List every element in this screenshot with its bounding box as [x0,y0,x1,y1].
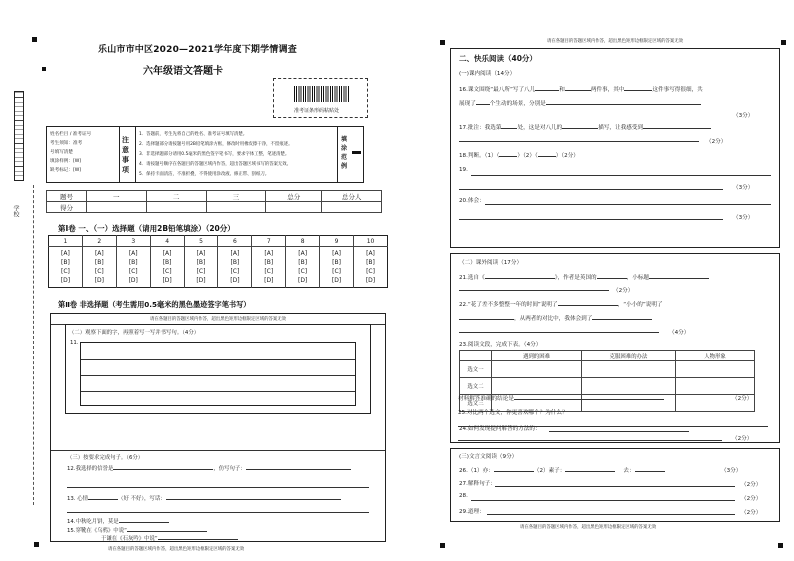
score-cell[interactable] [146,202,206,213]
sidebar-label: 学校 [12,205,19,217]
notes-divider-2 [135,127,136,182]
sub1-title: (一)课内阅读（14分） [459,71,516,77]
choice-number-1: 1 [49,236,83,247]
q13-line [67,494,341,502]
score-cell[interactable] [266,202,322,213]
q23-header-1: 遇到的困难 [492,351,582,361]
choice-options-1 [49,247,83,288]
q25-answer-line[interactable] [458,426,768,427]
q11-writing-box[interactable] [80,342,356,406]
q22-b: ，“小小的”说明了 [617,302,663,308]
choice-bubble[interactable]: [B] [196,259,206,266]
info-line-3: 号填写清楚 [50,150,73,155]
q19-label: 19. [459,167,468,173]
writing-line [81,375,355,376]
q22-line-2 [459,314,652,322]
q26-score: （3分） [721,468,742,474]
choice-options-9 [320,247,354,288]
q13-blank-2[interactable] [166,499,341,500]
writing-line [81,359,355,360]
choice-bubble[interactable]: [C] [128,268,138,275]
notes-divider [119,127,120,182]
q26-line [459,466,665,474]
sample-bubble-icon [352,151,361,154]
q27-label: 27.解释句子： [459,481,496,487]
choice-bubble[interactable]: [A] [298,250,308,257]
note-4: 4．请按题号顺序在各题目的答题区域内作答，超出答题区域书写的答案无效。 [139,162,292,167]
sub2-title: （二）课外阅读（17分） [459,260,523,266]
candidate-info [50,130,116,175]
q13-label: 13. 心情 [67,496,89,502]
q17-answer-line[interactable] [459,141,699,142]
note-5: 5．保持卡面清洁，不准折叠，不得使用涂改液、修正带、刮纸刀。 [139,172,270,177]
q14-line [67,517,169,525]
score-header-1: 一 [86,191,146,202]
note-1: 1．答题前，考生先将自己的姓名、准考证号填写清楚。 [139,132,248,137]
choice-options-6 [218,247,252,288]
q23-header-3: 人物形象 [676,351,755,361]
choice-bubble[interactable]: [D] [331,277,342,284]
q15-label-a: 15.穿靴在《乌鸦》中说“ [67,528,127,534]
q11-prompt: （二）观察下面的字，再照着写一写并书写句。（4分） [69,330,200,336]
q11-box [65,324,371,414]
choice-bubble[interactable]: [D] [264,277,274,284]
q29-answer-line[interactable] [487,514,735,515]
q22-answer-line[interactable] [459,332,659,333]
sample-divider [337,127,338,182]
reading-section-box [450,48,780,248]
q16-blank-4[interactable] [476,104,490,105]
q21-c: ，小标题 [626,275,650,281]
q15-line-b [101,534,238,542]
q29-score: （2分） [741,510,762,516]
left-sub-title: 六年级语文答题卡 [143,66,223,77]
q16-line [459,85,703,93]
q21-line [459,273,709,281]
q12-line [67,464,351,472]
q16-b: 和 [559,87,565,93]
choice-option-row [49,247,388,288]
choice-bubble[interactable]: [D] [162,277,172,284]
q17-line [459,123,711,131]
choice-bubble[interactable]: [D] [196,277,206,284]
q18-blank-1[interactable] [499,156,517,157]
choice-options-4 [150,247,184,288]
score-header-4: 总分 [266,191,322,202]
choice-bubble[interactable]: [A] [94,250,104,257]
q18-b: ）（2）（ [517,153,538,159]
choice-options-3 [116,247,150,288]
q13-mid: （好 不好），写话： [118,496,166,502]
q23-row-label: 选文一 [460,361,492,378]
note-3: 3．非选择题部分请用0.5毫米的黑色签字笔书写，要求字体工整，笔迹清楚。 [139,152,290,157]
choice-bubble[interactable]: [D] [230,277,240,284]
choice-number-8: 8 [286,236,320,247]
q26-blank-1[interactable] [494,471,534,472]
q19-answer-line[interactable] [471,175,771,176]
choice-options-2 [82,247,116,288]
q12-answer-line[interactable] [67,487,369,488]
q17-blank-1[interactable] [501,128,517,129]
q12-divider [51,450,385,451]
q20-answer-line-2[interactable] [459,219,723,220]
q25-score: （2分） [732,436,753,442]
choice-bubble[interactable]: [B] [366,259,375,266]
choice-bubble[interactable]: [B] [94,259,104,266]
q17-b: 处，这是对八儿的 [517,125,563,131]
choice-bubble[interactable]: [D] [365,277,376,284]
score-header-5: 总分人 [322,191,382,202]
choice-bubble[interactable]: [B] [264,259,274,266]
score-row-label: 得分 [47,202,87,213]
q22-score: （4分） [669,330,690,336]
score-cell[interactable] [86,202,146,213]
choice-bubble[interactable]: [C] [230,268,240,275]
corner-mark-tr [440,40,445,45]
choice-bubble[interactable]: [B] [162,259,172,266]
q17-blank-3[interactable] [643,128,711,129]
choice-bubble[interactable]: [C] [61,268,70,275]
q23-row-label: 选文二 [460,378,492,395]
choice-number-row [49,236,388,247]
q21-a: 21.选自《 [459,275,485,281]
note-2: 2．选择题部分请按题号用2B铅笔填涂方框，修改时用橡皮擦干净，不留痕迹。 [139,142,293,147]
q22-line [459,300,663,308]
info-line-2: 考生须知：准考 [50,141,83,146]
choice-bubble[interactable]: [D] [60,277,71,284]
exam-number-grid [14,91,24,181]
choice-options-10 [354,247,388,288]
q13-answer-line[interactable] [67,512,369,513]
q24-q25-area [450,356,780,446]
choice-bubble[interactable]: [C] [298,268,308,275]
q16-blank-3[interactable] [624,90,652,91]
q22-a: 22.“花了差不多整整一年的时间”说明了 [459,302,558,308]
info-line-5: 缺考标记：[W] [50,168,82,173]
notes-list [139,130,335,180]
corner-mark-br [778,543,783,548]
q20-answer-line[interactable] [485,204,771,205]
choice-bubble[interactable]: [C] [366,268,375,275]
choice-number-3: 3 [116,236,150,247]
choice-bubble[interactable]: [D] [94,277,104,284]
choice-bubble[interactable]: [A] [332,250,341,257]
section1-title: 第Ⅰ卷 一、（一）选择题（请用2B铅笔填涂）（20分） [58,224,235,233]
reading-section-title: 二、快乐阅读（40分） [459,54,537,63]
choice-grid [48,235,388,288]
q24-label: 24.如何发现提问解答的方法的： [459,426,541,432]
q16-a: 16.课文围绕“最八所”写了八儿 [459,87,536,93]
classical-reading-box [450,448,780,522]
score-header-2: 二 [146,191,206,202]
q25-answer-line-2[interactable] [458,440,722,441]
q27-score: （2分） [741,482,762,488]
q26-blank-3[interactable] [635,471,665,472]
barcode-area [273,78,368,118]
q19-score: （3分） [733,185,754,191]
info-line-4: 填涂样例：[W] [50,159,82,164]
score-cell[interactable] [322,202,382,213]
writing-line [81,391,355,392]
q29-label: 29.道理： [459,509,485,515]
q21-score: （2分） [613,288,634,294]
q26-a: 26.（1）亦： [459,468,494,474]
q14-blank[interactable] [119,522,169,523]
q18-blank-2[interactable] [538,156,556,157]
choice-bubble[interactable]: [C] [94,268,104,275]
choice-bubble[interactable]: [D] [298,277,308,284]
q16-e: 展现了 [459,101,476,107]
left-footer: 请在各题目的答题区域内作答，超出黑色矩形边框限定区域的答案无效 [108,547,245,552]
q16-blank-5[interactable] [546,104,701,105]
q17-c: 描写，让我感受到 [598,125,643,131]
choice-number-9: 9 [320,236,354,247]
q21-blank-2[interactable] [597,278,627,279]
notes-title: 注意事项 [122,136,129,174]
q25-label: 25.对比两个选文，你更喜欢哪个？为什么？ [458,410,568,416]
q21-answer-line[interactable] [459,290,609,291]
q22-blank-2[interactable] [459,319,514,320]
q16-blank-2[interactable] [565,90,591,91]
q24-b-label: 材料解答准确的结论是 [458,396,514,402]
score-cell[interactable] [206,202,266,213]
q17-a: 17.批注：我选第 [459,125,502,131]
choice-bubble[interactable]: [A] [264,250,274,257]
right-footer: 请在各题目的答题区域内作答，超出黑色矩形边框限定区域的答案无效 [520,525,657,530]
left-area-warning: 请在各题目的答题区域内作答，超出黑色矩形边框限定区域的答案无效 [51,314,385,325]
q21-blank-1[interactable] [485,278,555,279]
q15-blank-a[interactable] [127,531,207,532]
q26-blank-2[interactable] [565,471,615,472]
q12-title: （三）按要求完成句子。（6分） [67,455,144,461]
choice-bubble[interactable]: [A] [128,250,138,257]
choice-bubble[interactable]: [B] [230,259,240,266]
choice-bubble[interactable]: [C] [332,268,341,275]
choice-bubble[interactable]: [B] [128,259,138,266]
q23-header-2: 克服困难的办法 [582,351,676,361]
corner-mark-bm [440,543,445,548]
choice-bubble[interactable]: [A] [61,250,70,257]
student-info-sidebar [8,85,36,505]
choice-number-10: 10 [354,236,388,247]
q20-score: （3分） [733,215,754,221]
q23-row-label: 选文三 [460,395,492,412]
q23-title: 23.阅读文段，完成下表。（4分） [459,342,542,348]
sub3-title: (三)文言文阅读（9分） [459,454,518,460]
choice-number-7: 7 [252,236,286,247]
choice-bubble[interactable]: [B] [61,259,70,266]
choice-bubble[interactable]: [A] [230,250,240,257]
q22-blank-1[interactable] [558,305,618,306]
corner-mark-tr2 [781,40,786,45]
choice-bubble[interactable]: [C] [162,268,172,275]
q16-f: 个生动的场景，分别是 [489,101,546,107]
sidebar-dotted-line [33,185,34,505]
choice-number-2: 2 [82,236,116,247]
q27-answer-line[interactable] [495,486,735,487]
info-line-1: 姓名栏目 / 准考证号 [50,132,92,137]
q26-c: 去： [623,468,635,474]
choice-options-5 [184,247,218,288]
choice-bubble[interactable]: [B] [332,259,341,266]
q15-blank-b[interactable] [158,539,238,540]
barcode-icon [294,86,349,102]
q28-score: （2分） [741,496,762,502]
choice-bubble[interactable]: [C] [196,268,206,275]
score-header-3: 三 [206,191,266,202]
q11-number: 11. [70,340,79,346]
choice-bubble[interactable]: [C] [264,268,274,275]
q18-line [459,151,579,159]
q12-blank-2[interactable] [246,469,351,470]
q16-line-2 [459,99,701,107]
q28-answer-line[interactable] [471,500,735,501]
q20-label: 20.体会： [459,198,485,204]
q24-blank-b[interactable] [514,399,664,400]
q15-label-b: 于谦在《石灰吟》中说“ [101,536,158,542]
q16-c: 两件事，其中 [590,87,625,93]
q22-c: ，从两者的对比中，我体会到了 [514,316,593,322]
q17-blank-2[interactable] [562,128,598,129]
choice-number-6: 6 [218,236,252,247]
score-table [46,190,382,213]
left-answer-area [50,313,386,542]
q16-blank-1[interactable] [535,90,559,91]
q15-line [67,526,207,534]
q16-d: 这件事写得很细，共 [652,87,703,93]
choice-bubble[interactable]: [A] [162,250,172,257]
exam-info-box [46,126,364,183]
q12-suffix: ，仿写句子： [213,466,246,472]
q21-blank-3[interactable] [649,278,709,279]
q12-blank[interactable] [113,469,213,470]
left-header-title: 乐山市市中区2020—2021学年度下期学情调查 [98,45,297,55]
q19-answer-line-2[interactable] [459,189,723,190]
q17-score: （2分） [706,139,727,145]
choice-bubble[interactable]: [A] [196,250,206,257]
sample-title: 填涂范例 [341,136,348,170]
q18-a: 18.判断。（1）（ [459,153,500,159]
q26-b: （2）素子： [533,468,566,474]
q12-label: 12.我选择的信誉是 [67,466,114,472]
q21-b: 》，作者是英国的 [554,275,597,281]
q14-label: 14.中秋吃月饼，莫是 [67,519,119,525]
q16-score: （3分） [733,113,754,119]
right-top-warning: 请在各题目的答题区域内作答，超出黑色矩形边框限定区域的答案无效 [546,39,684,44]
score-header-0: 题号 [47,191,87,202]
choice-bubble[interactable]: [A] [366,250,375,257]
barcode-label: 准考证条形码粘贴处 [294,108,340,114]
choice-options-8 [286,247,320,288]
left-answer-sheet [8,30,392,552]
choice-bubble[interactable]: [D] [128,277,138,284]
q24-b [458,394,664,402]
section2-title: 第Ⅱ卷 非选择题（考生需用0.5毫米的黑色墨迹签字笔书写） [58,300,251,309]
q24-score: （2分） [732,396,753,402]
choice-bubble[interactable]: [B] [298,259,308,266]
choice-number-4: 4 [150,236,184,247]
choice-number-5: 5 [184,236,218,247]
q13-blank[interactable] [88,499,118,500]
choice-options-7 [252,247,286,288]
q22-blank-3[interactable] [592,319,652,320]
q28-label: 28. [459,493,468,499]
q18-c: ）（2分） [555,153,579,159]
